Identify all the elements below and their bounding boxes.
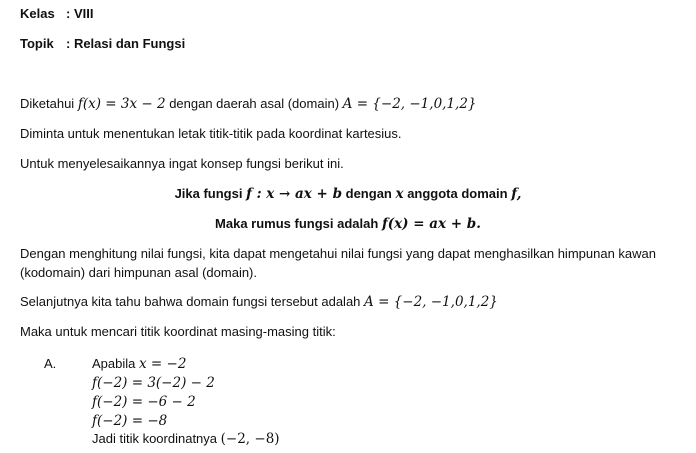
kelas-value: : VIII [66,6,94,21]
rule2-formula: f(x) = ax + b. [381,216,481,232]
rule1-text-b: dengan [345,186,392,201]
topik-row [20,36,185,52]
paragraph-recall: Untuk menyelesaikannya ingat konsep fungsi berikut ini. [20,156,344,171]
topik-label: Topik [20,36,54,51]
step-a-coordinate: (−2, −8) [220,431,280,447]
paragraph-given [20,96,477,112]
rule1-mapping: f : x → ax + b [246,186,343,202]
domain-set: A = {−2, −1,0,1,2} [364,294,498,310]
step-a-line-2: f(−2) = 3(−2) − 2 [92,375,215,391]
step-a-line-5 [92,431,280,447]
step-a-marker: A. [44,356,57,371]
rule-line-1 [0,186,696,202]
step-a-line-4: f(−2) = −8 [92,413,168,429]
paragraph-asked: Diminta untuk menentukan letak titik-titik pada koordinat kartesius. [20,126,402,141]
rule1-f: f, [511,186,522,202]
rule-line-2 [0,216,696,232]
step-a-if: Apabila [92,356,136,371]
paragraph-compute-1: Dengan menghitung nilai fungsi, kita dapat mengetahui nilai fungsi yang dapat menghasilkan himpunan kawan [20,246,656,261]
step-a-x-value: x = −2 [139,356,187,372]
given-prefix: Diketahui [20,96,75,111]
step-a-line-3: f(−2) = −6 − 2 [92,394,196,410]
kelas-label: Kelas [20,6,55,21]
domain-prefix: Selanjutnya kita tahu bahwa domain fungsi tersebut adalah [20,294,361,309]
rule2-text: Maka rumus fungsi adalah [215,216,379,231]
step-a-line-1 [92,356,186,372]
step-a-conclusion: Jadi titik koordinatnya [92,431,218,446]
kelas-row [20,6,93,22]
paragraph-domain [20,294,498,310]
paragraph-compute-2: (kodomain) dari himpunan asal (domain). [20,265,258,280]
rule1-text-c: anggota domain [407,186,508,201]
rule1-x: x [395,186,404,202]
topik-value: : Relasi dan Fungsi [66,36,186,51]
given-mid-text: dengan daerah asal (domain) [169,96,340,111]
given-function: f(x) = 3x − 2 [77,96,166,112]
given-domain-set: A = {−2, −1,0,1,2} [342,96,477,112]
paragraph-find-points: Maka untuk mencari titik koordinat masing-masing titik: [20,324,336,339]
rule1-text-a: Jika fungsi [174,186,243,201]
